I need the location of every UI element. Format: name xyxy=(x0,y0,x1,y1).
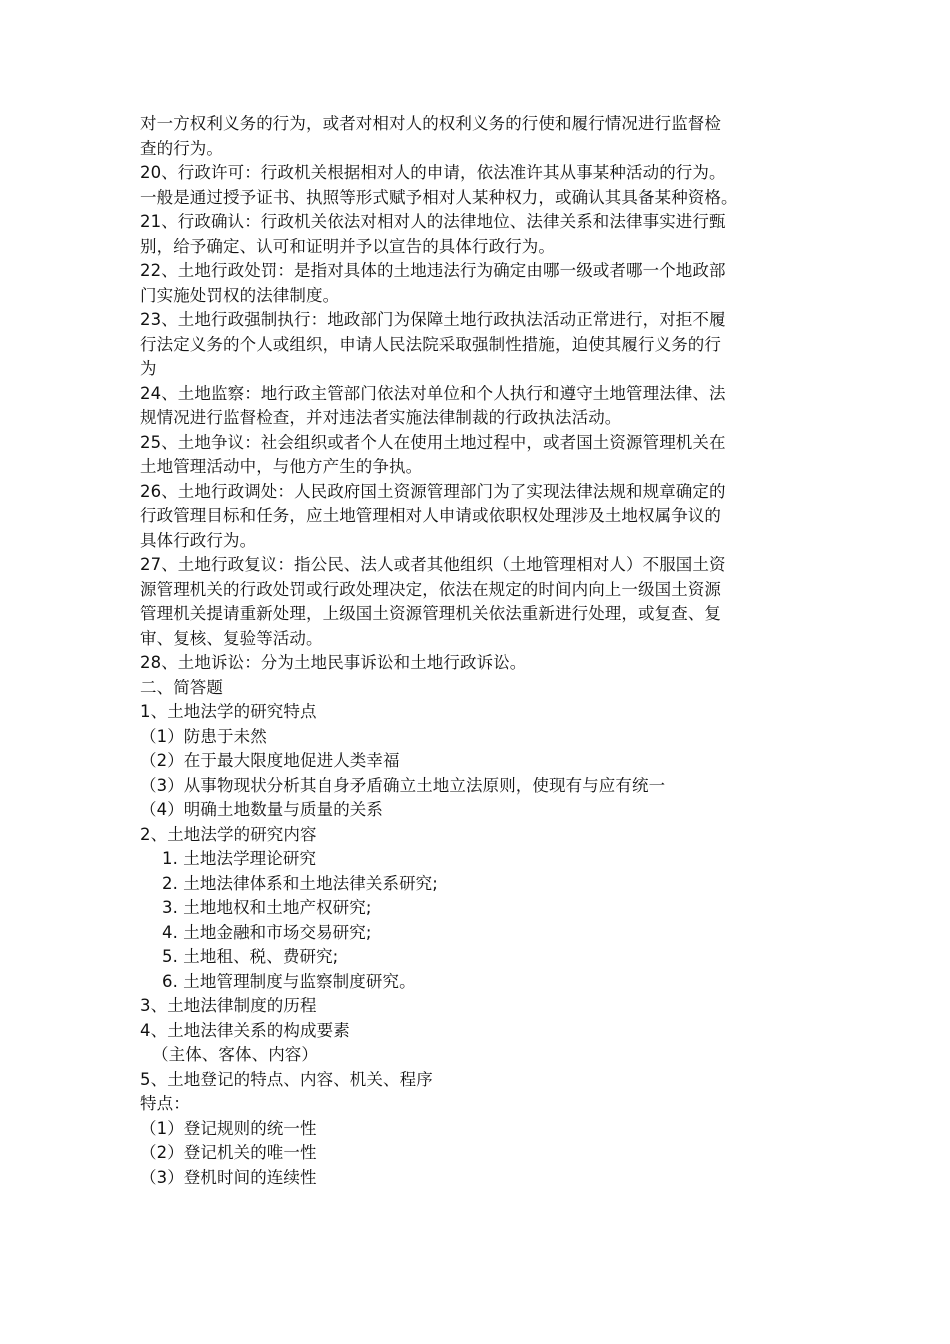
list-item: （1）登记规则的统一性 xyxy=(140,1118,317,1138)
definition-25-land-dispute xyxy=(140,431,820,480)
definition-21-administrative-confirmation xyxy=(140,210,820,259)
text-line: 对一方权利义务的行为，或者对相对人的权利义务的行使和履行情况进行监督检 xyxy=(140,114,721,133)
text-line: 门实施处罚权的法律制度。 xyxy=(140,285,340,305)
list-item: （2）在于最大限度地促进人类幸福 xyxy=(140,751,400,770)
question-4 xyxy=(140,1019,820,1068)
document-body xyxy=(140,112,820,1190)
question-2 xyxy=(140,823,820,995)
section-heading: 二、简答题 xyxy=(140,677,223,697)
list-item: （2）登记机关的唯一性 xyxy=(140,1143,317,1162)
question-3 xyxy=(140,994,820,1019)
text-line: 行政管理目标和任务，应土地管理相对人申请或依职权处理涉及土地权属争议的 xyxy=(140,506,721,525)
definition-24-land-supervision xyxy=(140,382,820,431)
question-1 xyxy=(140,700,820,823)
text-line: 25、土地争议：社会组织或者个人在使用土地过程中，或者国土资源管理机关在 xyxy=(140,432,726,452)
list-item: 6. 土地管理制度与监察制度研究。 xyxy=(162,971,416,991)
text-line: 27、土地行政复议：指公民、法人或者其他组织（土地管理相对人）不服国土资 xyxy=(140,555,726,574)
list-item: （4）明确土地数量与质量的关系 xyxy=(140,800,383,819)
text-line: 23、土地行政强制执行：地政部门为保障土地行政执法活动正常进行，对拒不履 xyxy=(140,310,726,329)
paragraph-continuation xyxy=(140,112,820,161)
text-line: 为 xyxy=(140,359,157,378)
text-line: 具体行政行为。 xyxy=(140,530,257,550)
text-line: 别，给予确定、认可和证明并予以宣告的具体行政行为。 xyxy=(140,236,555,256)
definition-22-land-administrative-penalty xyxy=(140,259,820,308)
text-line: 查的行为。 xyxy=(140,138,223,158)
text-line: 26、土地行政调处：人民政府国土资源管理部门为了实现法律法规和规章确定的 xyxy=(140,481,726,501)
text-line: 行法定义务的个人或组织，申请人民法院采取强制性措施，迫使其履行义务的行 xyxy=(140,334,721,354)
definition-26-land-mediation xyxy=(140,480,820,554)
list-item: （1）防患于未然 xyxy=(140,726,267,746)
question-title: 4、土地法律关系的构成要素 xyxy=(140,1020,350,1040)
list-item: （3）从事物现状分析其自身矛盾确立土地立法原则，使现有与应有统一 xyxy=(140,775,666,795)
text-line: 管理机关提请重新处理，上级国土资源管理机关依法重新进行处理，或复查、复 xyxy=(140,604,721,623)
text-line: 24、土地监察：地行政主管部门依法对单位和个人执行和遵守土地管理法律、法 xyxy=(140,383,726,403)
text-line: 28、土地诉讼：分为土地民事诉讼和土地行政诉讼。 xyxy=(140,653,527,672)
text-line: 22、土地行政处罚：是指对具体的土地违法行为确定由哪一级或者哪一个地政部 xyxy=(140,261,726,280)
definition-20-administrative-permission xyxy=(140,161,820,210)
definition-27-land-reconsideration xyxy=(140,553,820,651)
definition-28-land-litigation xyxy=(140,651,820,676)
question-note: （主体、客体、内容） xyxy=(152,1045,318,1064)
question-title: 1、土地法学的研究特点 xyxy=(140,702,317,721)
text-line: 21、行政确认：行政机关依法对相对人的法律地位、法律关系和法律事实进行甄 xyxy=(140,212,726,231)
question-title: 3、土地法律制度的历程 xyxy=(140,996,317,1015)
list-item: 3. 土地地权和土地产权研究; xyxy=(162,898,372,917)
text-line: 审、复核、复验等活动。 xyxy=(140,628,323,648)
text-line: 20、行政许可：行政机关根据相对人的申请，依法准许其从事某种活动的行为。 xyxy=(140,163,726,182)
list-item: 2. 土地法律体系和土地法律关系研究; xyxy=(162,873,438,893)
text-line: 源管理机关的行政处罚或行政处理决定，依法在规定的时间内向上一级国土资源 xyxy=(140,579,721,599)
definition-23-land-enforcement xyxy=(140,308,820,382)
text-line: 一般是通过授予证书、执照等形式赋予相对人某种权力，或确认其具备某种资格。 xyxy=(140,187,738,207)
list-item: 1. 土地法学理论研究 xyxy=(162,849,317,868)
text-line: 规情况进行监督检查，并对违法者实施法律制裁的行政执法活动。 xyxy=(140,408,622,427)
question-5 xyxy=(140,1068,820,1191)
list-item: 5. 土地租、税、费研究; xyxy=(162,947,339,966)
question-title: 5、土地登记的特点、内容、机关、程序 xyxy=(140,1069,433,1089)
question-title: 2、土地法学的研究内容 xyxy=(140,824,317,844)
subheading: 特点： xyxy=(140,1094,190,1113)
list-item: 4. 土地金融和市场交易研究; xyxy=(162,922,372,942)
text-line: 土地管理活动中，与他方产生的争执。 xyxy=(140,457,423,476)
list-item: （3）登机时间的连续性 xyxy=(140,1167,317,1187)
